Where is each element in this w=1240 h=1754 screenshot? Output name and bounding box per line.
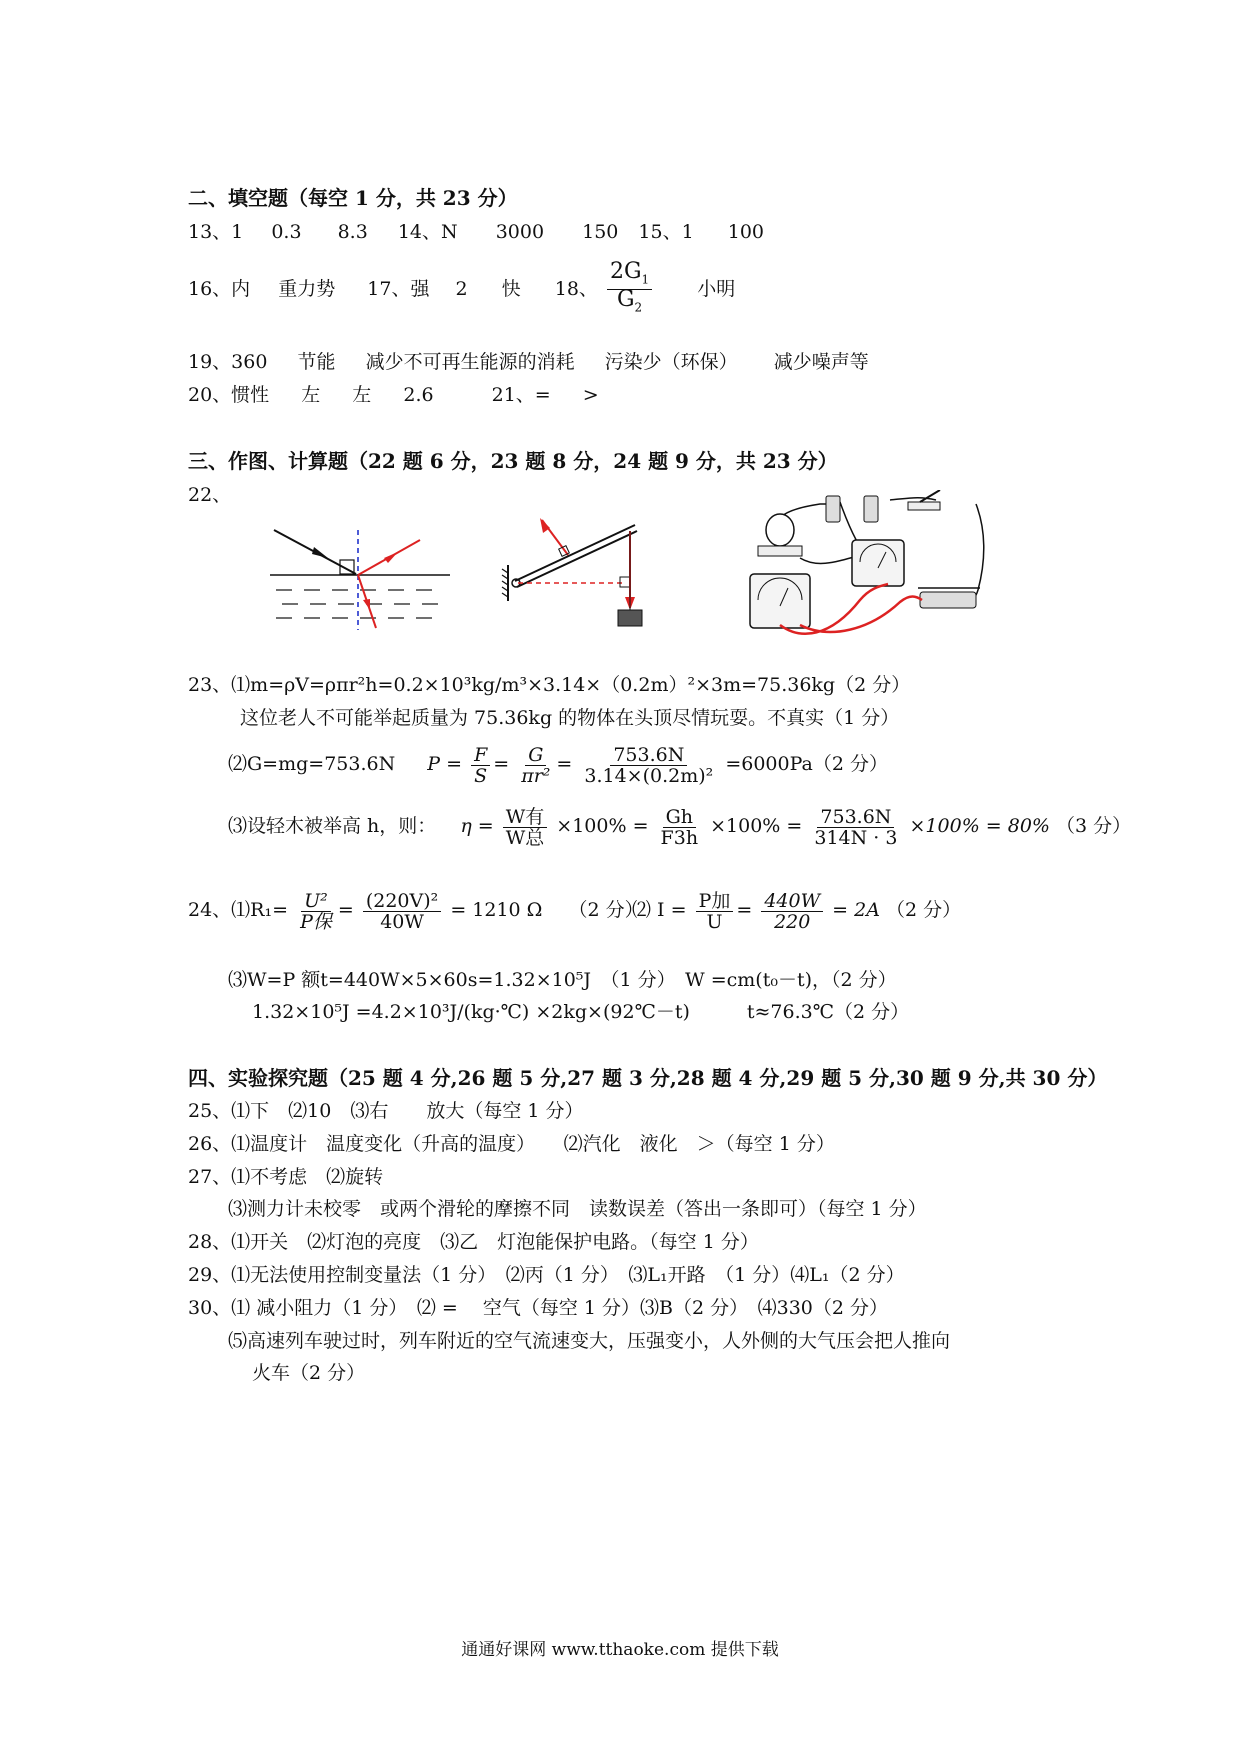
q23-3-x1: ×100% = bbox=[556, 815, 649, 837]
ans-20a: 20、惯性 bbox=[188, 384, 270, 406]
answer-line-29: 29、⑴无法使用控制变量法（1 分） ⑵丙（1 分） ⑶L₁开路 （1 分）⑷L₁（2 分） bbox=[188, 1264, 905, 1286]
q23-3-intro: ⑶设轻木被举高 h，则： bbox=[228, 815, 437, 837]
ans-20c: 左 bbox=[352, 384, 372, 406]
weight-block bbox=[618, 610, 642, 626]
q23-2-frac-g bbox=[518, 745, 553, 786]
frac-7536: 753.6N bbox=[817, 807, 894, 828]
ans-15a: 15、1 bbox=[638, 221, 694, 243]
ans-18b: 小明 bbox=[697, 277, 736, 300]
frac-u: U bbox=[706, 910, 723, 933]
ans-19d: 污染少（环保） bbox=[604, 351, 738, 373]
q23-2-frac-fs bbox=[471, 745, 490, 786]
q24-2-score: （2 分） bbox=[886, 899, 962, 921]
frac-18-num: 2G bbox=[609, 259, 642, 284]
frac-f: F bbox=[471, 745, 490, 766]
ans-16b: 重力势 bbox=[278, 277, 336, 300]
answer-line-26: 26、⑴温度计 温度变化（升高的温度） ⑵汽化 液化 ＞（每空 1 分） bbox=[188, 1133, 835, 1155]
q24-1-result: = 1210 Ω bbox=[450, 899, 543, 921]
answer-line-20 bbox=[188, 383, 599, 407]
ans-19b: 节能 bbox=[297, 351, 336, 373]
frac-p-heat: P加 bbox=[696, 891, 734, 912]
ans-14b: 3000 bbox=[495, 221, 545, 243]
frac-u2: U² bbox=[301, 891, 331, 912]
bulb bbox=[766, 514, 794, 546]
frac-val-num: 753.6N bbox=[610, 745, 687, 766]
voltmeter bbox=[750, 574, 810, 628]
frac-w-total: W总 bbox=[505, 826, 545, 849]
ans-13a: 13、1 bbox=[188, 221, 244, 243]
frac-p-keep: P保 bbox=[300, 910, 332, 933]
frac-pir2: πr² bbox=[521, 764, 551, 787]
ans-19a: 19、360 bbox=[188, 351, 268, 373]
ans-21b: > bbox=[582, 384, 599, 406]
ans-14c: 150 bbox=[582, 221, 619, 243]
q24-2-result: = 2A bbox=[832, 899, 880, 921]
q23-3-frac-2 bbox=[658, 807, 702, 848]
ans-14a: 14、N bbox=[397, 221, 458, 243]
q24-1-score: （2 分） bbox=[568, 899, 644, 921]
frac-f3h: F3h bbox=[660, 826, 699, 849]
q23-3-x2: ×100% = bbox=[710, 815, 803, 837]
q24-part2: ⑵ I = $\frac{\text{P加}}{U}$ = $\frac{440W}{220}$ = 2A （2 分） bbox=[632, 889, 962, 933]
answer-line-25: 25、⑴下 ⑵10 ⑶右 放大（每空 1 分） bbox=[188, 1100, 584, 1122]
q24-part3-line2: 1.32×10⁵J =4.2×10³J/(kg·℃) ×2kg×(92℃－t) t≈76.3℃（2 分） bbox=[252, 1001, 910, 1023]
q23-3-result: ×100% = 80% bbox=[909, 815, 1050, 837]
circuit-diagram bbox=[740, 490, 990, 640]
q24-1-r1: 24、⑴R₁= bbox=[188, 899, 289, 921]
frac-s: S bbox=[474, 764, 488, 787]
answer-line-30: 30、⑴ 减小阻力（1 分） ⑵ = 空气（每空 1 分）⑶B（2 分） ⑷330（2 分） bbox=[188, 1297, 888, 1319]
ans-20b: 左 bbox=[301, 384, 321, 406]
section-4-heading: 四、实验探究题（25 题 4 分,26 题 5 分,27 题 3 分,28 题 4 分,29 题 5 分,30 题 9 分,共 30 分） bbox=[188, 1066, 1108, 1090]
ans-17a: 17、强 bbox=[367, 277, 430, 300]
q23-3-score: （3 分） bbox=[1056, 815, 1132, 837]
ans-16a: 16、内 bbox=[188, 277, 251, 300]
ans-19c: 减少不可再生能源的消耗 bbox=[365, 351, 575, 373]
frac-gh: Gh bbox=[663, 807, 696, 828]
frac-220: 220 bbox=[774, 910, 811, 933]
refraction-diagram bbox=[270, 520, 455, 632]
frac-18-den-sub: 2 bbox=[634, 300, 643, 315]
ammeter bbox=[852, 540, 904, 586]
ans-20d: 2.6 bbox=[403, 384, 434, 406]
frac-18-num-sub: 1 bbox=[641, 272, 650, 287]
fraction-18 bbox=[607, 259, 652, 318]
q23-part3 bbox=[228, 802, 1131, 850]
q23-part1-conclusion: 这位老人不可能举起质量为 75.36kg 的物体在头顶尽情玩耍。不真实（1 分） bbox=[240, 707, 900, 729]
rheostat bbox=[920, 592, 976, 608]
answer-line-30c: 火车（2 分） bbox=[252, 1362, 366, 1384]
q22-label: 22、 bbox=[188, 484, 232, 506]
q23-3-frac-1 bbox=[503, 807, 548, 848]
frac-220v2: (220V)² bbox=[363, 891, 441, 912]
frac-g: G bbox=[525, 745, 546, 766]
battery-1 bbox=[826, 496, 840, 522]
answer-line-30b: ⑸高速列车驶过时，列车附近的空气流速变大，压强变小，人外侧的大气压会把人推向 bbox=[228, 1330, 951, 1352]
q23-3-eta: η = bbox=[460, 815, 494, 837]
lever-diagram bbox=[500, 515, 665, 630]
q24-part1: 24、⑴R₁= $\frac{\text{U²}}{\text{P保}}$ = $\frac{\text{(220V)²}}{40W}$ = 1210 Ω （2 分） bbox=[188, 889, 644, 933]
section-3-heading: 三、作图、计算题（22 题 6 分，23 题 8 分，24 题 9 分，共 23 分） bbox=[188, 449, 838, 473]
frac-314x3: 314N · 3 bbox=[814, 826, 898, 849]
ans-15b: 100 bbox=[727, 221, 764, 243]
answer-line-16 bbox=[188, 259, 736, 318]
q24-2-frac-1 bbox=[696, 891, 734, 932]
q23-2-frac-val bbox=[581, 745, 716, 786]
answer-line-19 bbox=[188, 350, 869, 374]
q23-part1: 23、⑴m=ρV=ρπr²h=0.2×10³kg/m³×3.14×（0.2m）²×3m=75.36kg（2 分） bbox=[188, 674, 911, 696]
q24-2-i: ⑵ I = bbox=[632, 899, 687, 921]
answer-line-28: 28、⑴开关 ⑵灯泡的亮度 ⑶乙 灯泡能保护电路。（每空 1 分） bbox=[188, 1231, 759, 1253]
section-2-heading: 二、填空题（每空 1 分，共 23 分） bbox=[188, 186, 518, 210]
q23-2-result: =6000Pa（2 分） bbox=[725, 753, 888, 775]
q23-part2: ⑵G=mg=753.6N P = $\frac{F}{S}$ = $\frac{G}{\text{πr²}}$ = $\frac{753.6N}{\text{3.14×(0.2m)²}}$ =6000Pa（2 分） bbox=[228, 743, 888, 787]
frac-440w: 440W bbox=[761, 891, 823, 912]
ans-13c: 8.3 bbox=[337, 221, 368, 243]
answer-line-27b: ⑶测力计未校零 或两个滑轮的摩擦不同 读数误差（答出一条即可）（每空 1 分） bbox=[228, 1198, 927, 1220]
answer-line-13 bbox=[188, 220, 764, 244]
ans-17c: 快 bbox=[501, 277, 521, 300]
q24-2-frac-2 bbox=[761, 891, 823, 932]
q24-1-frac-2 bbox=[363, 891, 441, 932]
q23-2-p: P = bbox=[427, 753, 463, 775]
q24-1-frac-1 bbox=[297, 891, 335, 932]
ans-17b: 2 bbox=[455, 277, 468, 300]
q23-3-frac-3 bbox=[811, 807, 900, 848]
ans-13b: 0.3 bbox=[271, 221, 302, 243]
page-footer: 通通好课网 www.tthaoke.com 提供下载 bbox=[461, 1640, 779, 1660]
q24-part3: ⑶W=P 额t=440W×5×60s=1.32×10⁵J （1 分） W =cm(t₀－t)，（2 分） bbox=[228, 969, 897, 991]
battery-2 bbox=[864, 496, 878, 522]
switch bbox=[908, 502, 940, 510]
q23-2-weight: ⑵G=mg=753.6N bbox=[228, 753, 396, 775]
frac-18-den: G bbox=[616, 287, 635, 313]
ans-19e: 减少噪声等 bbox=[773, 351, 869, 373]
answer-line-27: 27、⑴不考虑 ⑵旋转 bbox=[188, 1166, 384, 1188]
ans-21a: 21、= bbox=[491, 384, 551, 406]
frac-val-den: 3.14×(0.2m)² bbox=[584, 764, 714, 787]
ans-18-label: 18、 bbox=[554, 277, 598, 300]
wire-red-2 bbox=[800, 597, 922, 632]
frac-40w: 40W bbox=[380, 910, 424, 933]
frac-w-useful: W有 bbox=[503, 807, 548, 828]
